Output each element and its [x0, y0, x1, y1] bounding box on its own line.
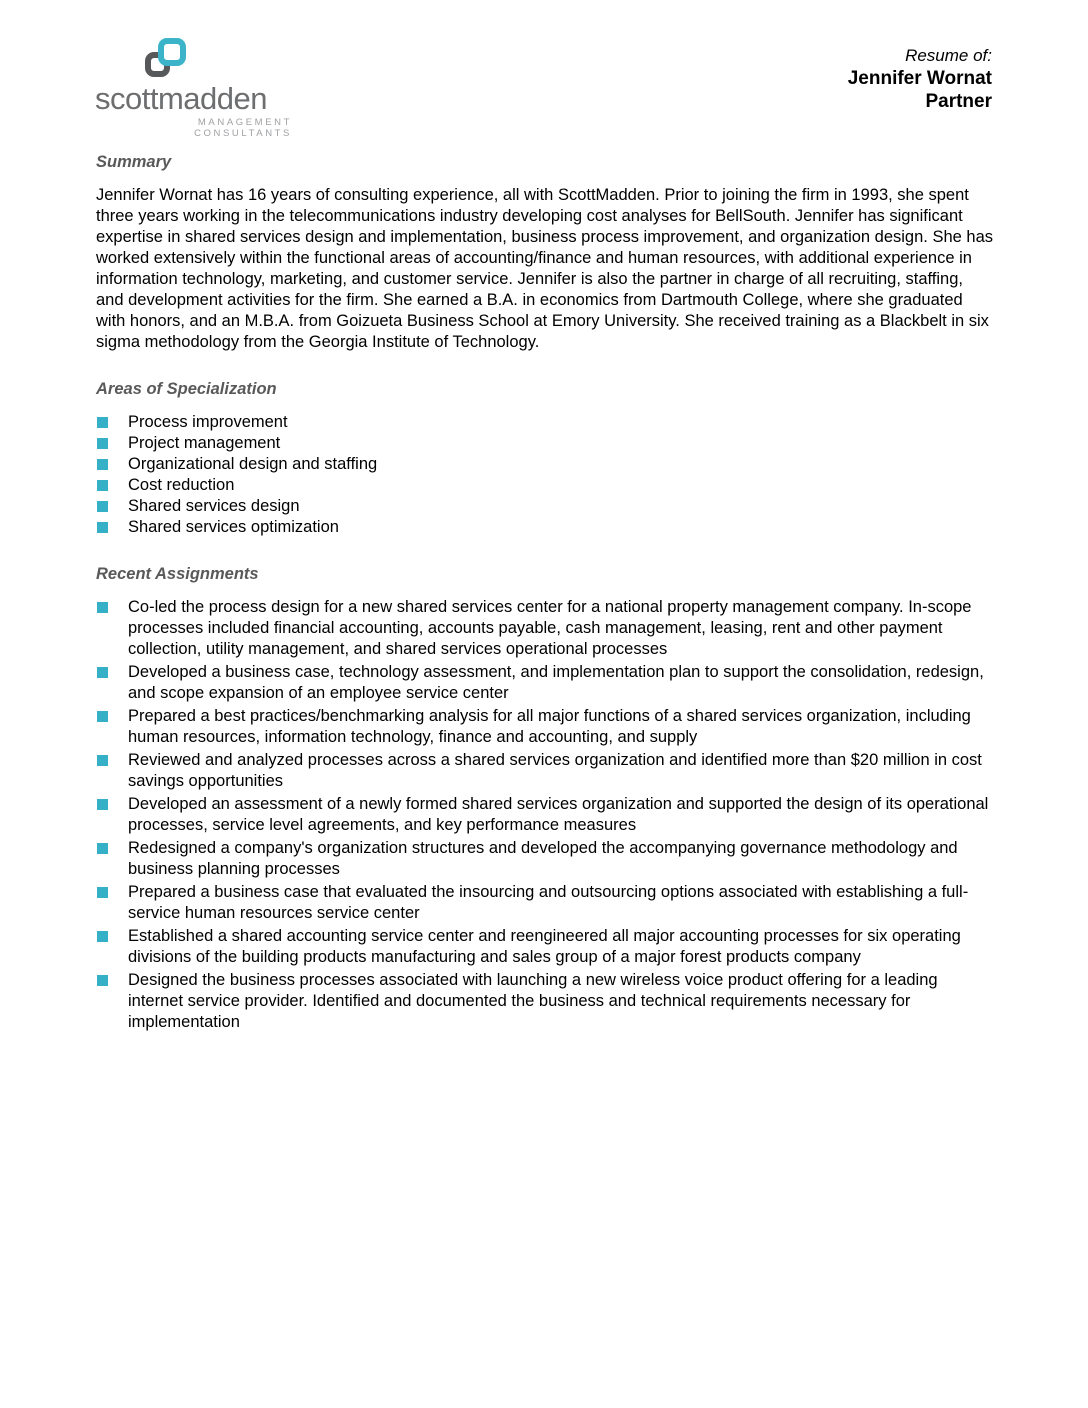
list-item [96, 750, 993, 792]
assignments-list [96, 597, 993, 1033]
section-assignments [96, 564, 993, 1033]
list-item-text: Cost reduction [128, 476, 235, 494]
person-name: Jennifer Wornat [847, 68, 992, 89]
section-specialization [96, 379, 993, 538]
list-item-text: Reviewed and analyzed processes across a shared services organization and identified more than $20 million in cost savings opportunities [128, 751, 982, 790]
list-item-text: Prepared a business case that evaluated the insourcing and outsourcing options associated with establishing a full-service human resources service center [128, 883, 969, 922]
bullet-square-icon [97, 667, 108, 678]
list-item-text: Project management [128, 434, 281, 452]
list-item [96, 838, 993, 880]
list-item [96, 433, 993, 454]
assignments-heading: Recent Assignments [96, 565, 259, 583]
bullet-square-icon [97, 975, 108, 986]
list-item [96, 794, 993, 836]
bullet-square-icon [97, 438, 108, 449]
bullet-square-icon [97, 522, 108, 533]
person-title: Partner [925, 91, 992, 112]
list-item [96, 597, 993, 660]
bullet-square-icon [97, 480, 108, 491]
bullet-square-icon [97, 501, 108, 512]
resume-body [96, 0, 993, 1035]
list-item [96, 517, 993, 538]
logo-wordmark: scottmadden [95, 81, 267, 116]
list-item [96, 454, 993, 475]
bullet-square-icon [97, 843, 108, 854]
logo-teal-square-icon [158, 38, 186, 66]
list-item-text: Shared services design [128, 497, 300, 515]
list-item-text: Developed a business case, technology assessment, and implementation plan to support the consolidation, redesign, and scope expansion of an employee service center [128, 663, 984, 702]
list-item-text: Organizational design and staffing [128, 455, 378, 473]
summary-paragraph: Jennifer Wornat has 16 years of consulting experience, all with ScottMadden. Prior to joining the firm in 1993, she spent three years working in the telecommunications industry developing cost analyses for BellSouth. Jennifer has significant expertise in shared services design and implementation, business process improvement, and organization design. She has worked extensively within the functional areas of accounting/finance and human resources, with additional experience in information technology, marketing, and customer service. Jennifer is also the partner in charge of all recruiting, staffing, and development activities for the firm. She earned a B.A. in economics from Dartmouth College, where she graduated with honors, and an M.B.A. from Goizueta Business School at Emory University. She received training as a Blackbelt in six sigma methodology from the Georgia Institute of Technology. [96, 186, 994, 351]
list-item [96, 412, 993, 433]
list-item-text: Process improvement [128, 413, 288, 431]
list-item-text: Designed the business processes associated with launching a new wireless voice product offering for a leading internet service provider. Identified and documented the business and technical requirements necessary for implementation [128, 971, 938, 1031]
bullet-square-icon [97, 602, 108, 613]
list-item [96, 882, 993, 924]
list-item-text: Established a shared accounting service center and reengineered all major accounting processes for six operating divisions of the building products manufacturing and sales group of a major forest products company [128, 927, 961, 966]
bullet-square-icon [97, 711, 108, 722]
bullet-square-icon [97, 755, 108, 766]
list-item-text: Redesigned a company's organization structures and developed the accompanying governance methodology and business planning processes [128, 839, 958, 878]
list-item [96, 970, 993, 1033]
list-item [96, 496, 993, 517]
specialization-heading: Areas of Specialization [96, 380, 277, 398]
list-item [96, 475, 993, 496]
list-item-text: Developed an assessment of a newly formed shared services organization and supported the design of its operational processes, service level agreements, and key performance measures [128, 795, 989, 834]
list-item [96, 926, 993, 968]
list-item-text: Prepared a best practices/benchmarking analysis for all major functions of a shared services organization, including human resources, information technology, finance and accounting, and supply [128, 707, 971, 746]
bullet-square-icon [97, 799, 108, 810]
bullet-square-icon [97, 931, 108, 942]
list-item-text: Shared services optimization [128, 518, 339, 536]
list-item-text: Co-led the process design for a new shared services center for a national property management company. In-scope processes included financial accounting, accounts payable, cash management, leasing, rent and other payment collection, utility management, and shared services operational processes [128, 598, 972, 658]
logo-tagline: MANAGEMENT CONSULTANTS [194, 117, 292, 139]
specialization-list [96, 412, 993, 538]
bullet-square-icon [97, 417, 108, 428]
bullet-square-icon [97, 459, 108, 470]
summary-heading: Summary [96, 153, 172, 171]
list-item [96, 706, 993, 748]
section-summary [96, 152, 993, 353]
resume-of-label: Resume of: [905, 46, 992, 65]
list-item [96, 662, 993, 704]
bullet-square-icon [97, 887, 108, 898]
